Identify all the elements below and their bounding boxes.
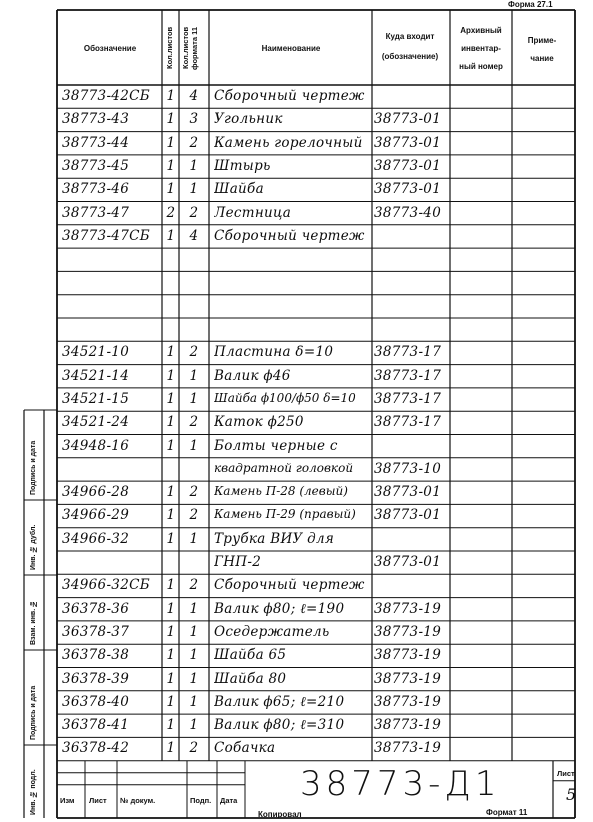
- cell-designation: 34521-14: [62, 367, 130, 384]
- cell-where: 38773-19: [374, 717, 442, 734]
- side-replace-inv: Взам. инв. №: [30, 599, 37, 645]
- tb-sheet-number: 5: [566, 785, 577, 804]
- cell-sheets: 1: [166, 111, 176, 128]
- tb-col-change: Изм: [60, 796, 75, 805]
- cell-sheets: 1: [166, 157, 176, 174]
- cell-sheets: 1: [166, 670, 176, 687]
- cell-where: 38773-01: [374, 507, 442, 524]
- cell-format: 1: [189, 367, 199, 384]
- header-note-2: чание: [530, 54, 554, 63]
- cell-sheets: 1: [166, 134, 176, 151]
- cell-format: 2: [189, 414, 199, 431]
- cell-where: 38773-01: [374, 181, 442, 198]
- cell-designation: 38773-43: [62, 111, 130, 128]
- cell-where: 38773-01: [374, 554, 442, 570]
- cell-format: 1: [189, 600, 199, 617]
- tb-sheet-label: Лист: [557, 769, 575, 778]
- cell-designation: 36378-36: [62, 600, 130, 617]
- cell-name: Шайба 80: [214, 670, 287, 687]
- cell-sheets: 1: [166, 88, 176, 104]
- cell-format: 2: [189, 204, 199, 221]
- header-format: Кол.листов формата 11: [181, 26, 199, 70]
- cell-format: 2: [189, 577, 199, 594]
- cell-sheets: 1: [166, 623, 176, 640]
- cell-name: Оседержатель: [214, 623, 330, 640]
- cell-where: 38773-01: [374, 111, 442, 128]
- cell-designation: 34948-16: [62, 437, 130, 454]
- cell-sheets: 1: [166, 344, 176, 361]
- cell-sheets: 1: [166, 600, 176, 617]
- cell-name: Сборочный чертеж: [214, 227, 365, 244]
- tb-col-sheet: Лист: [89, 796, 107, 805]
- cell-designation: 34521-10: [62, 344, 130, 361]
- cell-format: 1: [189, 647, 199, 664]
- header-where-1: Куда входит: [385, 32, 435, 41]
- cell-format: 1: [189, 390, 199, 407]
- cell-designation: 34966-32: [62, 530, 130, 547]
- header-note-1: Приме-: [527, 36, 557, 45]
- cell-where: 38773-19: [374, 693, 442, 710]
- side-sign-date-2: Подпись и дата: [30, 685, 37, 740]
- cell-name: Штырь: [214, 157, 271, 174]
- cell-where: 38773-10: [374, 460, 442, 477]
- cell-sheets: 1: [166, 507, 176, 524]
- cell-format: 1: [189, 670, 199, 687]
- cell-designation: 34521-24: [62, 414, 130, 431]
- cell-sheets: 1: [166, 367, 176, 384]
- cell-sheets: 2: [166, 204, 176, 221]
- cell-where: 38773-01: [374, 134, 442, 151]
- cell-name: квадратной головкой: [214, 460, 354, 475]
- side-sign-date-1: Подпись и дата: [30, 440, 37, 495]
- cell-designation: 34966-29: [62, 507, 130, 524]
- cell-where: 38773-19: [374, 670, 442, 687]
- cell-name: Шайба 65: [214, 647, 287, 664]
- cell-name: Каток ϕ250: [214, 414, 304, 431]
- cell-format: 1: [189, 693, 199, 710]
- cell-sheets: 1: [166, 577, 176, 594]
- cell-designation: 34966-32СБ: [62, 577, 150, 594]
- cell-name: Угольник: [214, 111, 283, 128]
- cell-designation: 38773-44: [62, 134, 130, 151]
- cell-name: Камень П-28 (левый): [214, 484, 348, 499]
- header-archive-3: ный номер: [459, 62, 503, 71]
- cell-where: 38773-19: [374, 647, 442, 664]
- cell-format: 1: [189, 530, 199, 547]
- cell-designation: 38773-47: [62, 204, 130, 221]
- cell-name: Шайба ϕ100/ϕ50 δ=10: [214, 390, 356, 405]
- form-label: Форма 27.1: [508, 0, 553, 9]
- cell-where: 38773-17: [374, 344, 442, 361]
- footer-copied: Копировал: [258, 810, 302, 819]
- cell-designation: 38773-42СБ: [62, 88, 150, 104]
- cell-sheets: 1: [166, 414, 176, 431]
- cell-format: 3: [189, 111, 199, 128]
- cell-format: 2: [189, 134, 199, 151]
- cell-where: 38773-01: [374, 157, 442, 174]
- cell-name: Валик ϕ80; ℓ=190: [214, 600, 345, 617]
- cell-where: 38773-17: [374, 414, 442, 431]
- cell-name: Собачка: [214, 740, 276, 757]
- cell-format: 1: [189, 181, 199, 198]
- cell-format: 2: [189, 344, 199, 361]
- cell-sheets: 1: [166, 693, 176, 710]
- cell-sheets: 1: [166, 530, 176, 547]
- cell-sheets: 1: [166, 647, 176, 664]
- cell-format: 2: [189, 484, 199, 501]
- cell-sheets: 1: [166, 390, 176, 407]
- cell-format: 1: [189, 437, 199, 454]
- cell-name: Валик ϕ46: [214, 367, 291, 384]
- cell-designation: 36378-42: [62, 740, 130, 757]
- side-inv-orig: Инв. № подл.: [30, 769, 37, 815]
- cell-sheets: 1: [166, 484, 176, 501]
- cell-designation: 38773-47СБ: [62, 227, 150, 244]
- cell-format: 2: [189, 507, 199, 524]
- header-archive-2: инвентар-: [461, 44, 501, 53]
- cell-designation: 34521-15: [62, 390, 130, 407]
- cell-designation: 38773-45: [62, 157, 130, 174]
- cell-designation: 36378-40: [62, 693, 130, 710]
- document-number: 38773-Д1: [300, 764, 501, 804]
- cell-format: 1: [189, 157, 199, 174]
- cell-name: Сборочный чертеж: [214, 88, 365, 104]
- cell-format: 1: [189, 623, 199, 640]
- cell-name: Камень П-29 (правый): [214, 507, 356, 522]
- footer-format: Формат 11: [486, 808, 528, 817]
- tb-col-sign: Подп.: [190, 796, 212, 805]
- cell-designation: 36378-37: [62, 623, 130, 640]
- cell-name: Болты черные с: [214, 437, 338, 454]
- cell-name: Валик ϕ80; ℓ=310: [214, 717, 345, 734]
- cell-designation: 36378-38: [62, 647, 130, 664]
- header-where-2: (обозначение): [381, 52, 439, 61]
- header-designation: Обозначение: [83, 44, 137, 53]
- cell-name: ГНП-2: [214, 554, 262, 570]
- side-inv-dup: Инв. № дубл.: [30, 524, 37, 570]
- cell-where: 38773-40: [374, 204, 442, 221]
- cell-where: 38773-01: [374, 484, 442, 501]
- cell-sheets: 1: [166, 437, 176, 454]
- cell-name: Лестница: [214, 204, 292, 221]
- cell-name: Валик ϕ65; ℓ=210: [214, 693, 345, 710]
- header-archive-1: Архивный: [460, 26, 502, 35]
- cell-format: 4: [189, 227, 199, 244]
- cell-designation: 36378-41: [62, 717, 130, 734]
- cell-sheets: 1: [166, 181, 176, 198]
- cell-format: 1: [189, 717, 199, 734]
- cell-name: Пластина δ=10: [214, 344, 334, 361]
- header-name: Наименование: [261, 44, 321, 53]
- cell-sheets: 1: [166, 227, 176, 244]
- cell-name: Камень горелочный: [214, 134, 363, 151]
- cell-designation: 34966-28: [62, 484, 130, 501]
- cell-sheets: 1: [166, 717, 176, 734]
- cell-format: 4: [189, 88, 199, 104]
- cell-name: Трубка ВИУ для: [214, 530, 335, 547]
- cell-where: 38773-19: [374, 600, 442, 617]
- cell-sheets: 1: [166, 740, 176, 757]
- cell-where: 38773-19: [374, 623, 442, 640]
- cell-name: Сборочный чертеж: [214, 577, 365, 594]
- tb-col-date: Дата: [220, 796, 238, 805]
- cell-designation: 36378-39: [62, 670, 130, 687]
- header-sheets: Кол.листов: [165, 26, 174, 70]
- tb-col-doc: № докум.: [120, 796, 156, 805]
- cell-where: 38773-17: [374, 367, 442, 384]
- cell-where: 38773-19: [374, 740, 442, 757]
- cell-name: Шайба: [214, 181, 264, 198]
- cell-where: 38773-17: [374, 390, 442, 407]
- cell-designation: 38773-46: [62, 181, 130, 198]
- cell-format: 2: [189, 740, 199, 757]
